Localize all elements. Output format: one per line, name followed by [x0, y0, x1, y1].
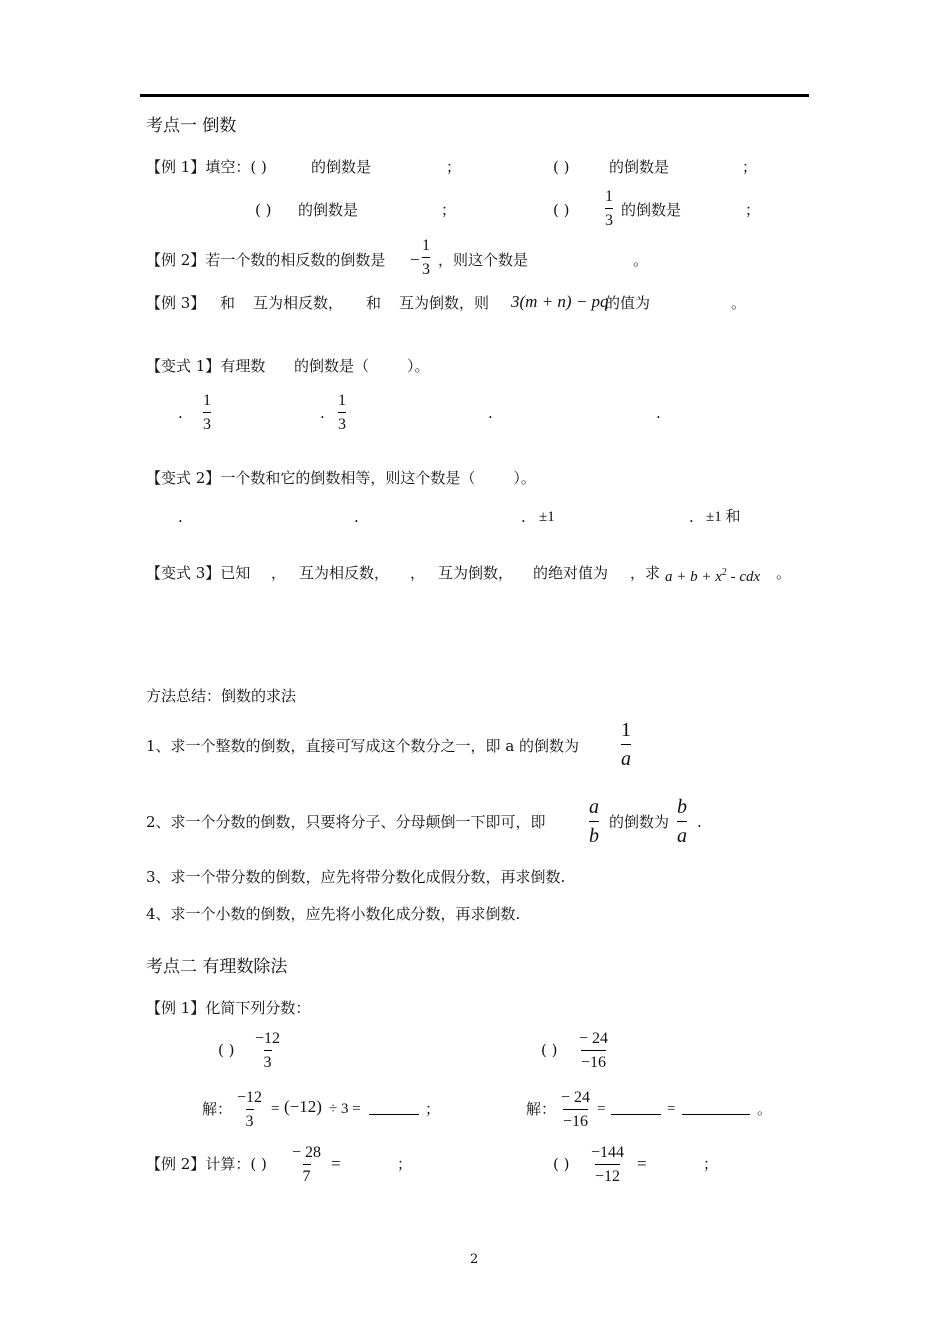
period: . — [697, 813, 702, 831]
example-1-text-4: 的倒数是 — [621, 201, 682, 219]
option-dot: . — [689, 508, 694, 526]
fraction-one-third: $\frac{1}{3}$ — [203, 392, 211, 433]
ex3-text-b: 互为相反数， — [253, 294, 344, 312]
semicolon: ； — [425, 1100, 441, 1118]
option-dot: . — [354, 508, 359, 526]
semicolon: ； — [742, 158, 758, 176]
option-dot: . — [521, 508, 526, 526]
paren: ( ) — [553, 1155, 570, 1173]
fraction-one-over-a: $\frac{1}{a}$ — [621, 719, 631, 770]
option-dot: . — [656, 404, 661, 422]
minus-sign: − — [410, 250, 420, 269]
method-item-2-mid: 的倒数为 — [609, 813, 670, 831]
method-item-4: 4、求一个小数的倒数，应先将小数化成分数，再求倒数. — [146, 905, 521, 923]
fraction-one-third: $\frac{1}{3}$ — [605, 188, 613, 229]
v3-text-g: ，求 — [630, 564, 661, 582]
example-2-tail: ，则这个数是 — [438, 251, 529, 269]
example-1-text-2: 的倒数是 — [609, 158, 670, 176]
neg-twelve-paren: (−12) — [284, 1097, 322, 1116]
option-dot: . — [488, 404, 493, 422]
fraction-neg24-over-neg16: $\frac{- 24}{-16}$ — [579, 1030, 609, 1071]
section-title-2: 考点二 有理数除法 — [146, 957, 288, 977]
paren: ( ) — [255, 201, 272, 219]
ex3-text-a: 和 — [220, 294, 236, 312]
variant-1-text: 的倒数是（ ）。 — [294, 357, 430, 375]
example-1-text-3: 的倒数是 — [298, 201, 359, 219]
equals: = — [331, 1154, 341, 1173]
s2-example-2-label: 【例 2】计算：( ) — [146, 1155, 267, 1173]
comma: ， — [410, 564, 426, 582]
semicolon: ； — [441, 201, 457, 219]
answer-blank[interactable] — [369, 1113, 419, 1115]
fraction-neg28-over-7: $\frac{- 28}{7}$ — [292, 1144, 322, 1185]
example-1-text-1: 的倒数是 — [311, 158, 372, 176]
v3-text-c: 互为相反数， — [299, 564, 390, 582]
semicolon: ； — [397, 1155, 413, 1173]
fraction-neg12-over-3: $\frac{-12}{3}$ — [255, 1030, 281, 1071]
section-title-1: 考点一 倒数 — [146, 116, 237, 136]
v3-expression: $a + b + x^2$ - cdx — [665, 567, 761, 585]
example-2-label: 【例 2】若一个数的相反数的倒数是 — [146, 251, 386, 269]
ex3-tail: 的值为 — [605, 294, 651, 312]
option-dot: . — [178, 404, 183, 422]
option-dot: . — [320, 404, 325, 422]
paren: ( ) — [553, 201, 570, 219]
fraction-one-third: $\frac{1}{3}$ — [422, 237, 430, 278]
period: 。 — [633, 251, 649, 269]
method-title: 方法总结：倒数的求法 — [146, 687, 297, 705]
solution-label: 解： — [202, 1100, 233, 1118]
method-item-2: 2、求一个分数的倒数，只要将分子、分母颠倒一下即可，即 — [146, 813, 546, 831]
semicolon: ； — [745, 201, 761, 219]
header-rule — [140, 94, 809, 97]
period: 。 — [731, 294, 747, 312]
semicolon: ； — [446, 158, 462, 176]
semicolon: ； — [703, 1155, 719, 1173]
variant-2-label: 【变式 2】一个数和它的倒数相等，则这个数是（ ）。 — [146, 469, 536, 487]
fraction-b-over-a: $\frac{b}{a}$ — [677, 796, 687, 847]
paren: ( ) — [218, 1041, 235, 1059]
variant-1-label: 【变式 1】有理数 — [146, 357, 266, 375]
solution-label: 解： — [526, 1100, 557, 1118]
fraction-neg12-over-3: $\frac{-12}{3}$ — [237, 1089, 263, 1130]
option-dot: . — [178, 508, 183, 526]
option-plus-minus-one-and: ±1 和 — [706, 509, 741, 525]
fraction-one-third: $\frac{1}{3}$ — [338, 392, 346, 433]
method-item-1: 1、求一个整数的倒数，直接可写成这个数分之一，即 a 的倒数为 — [146, 737, 580, 755]
ex3-text-c: 和 — [366, 294, 382, 312]
method-item-3: 3、求一个带分数的倒数，应先将带分数化成假分数，再求倒数. — [146, 868, 566, 886]
equals: = — [597, 1101, 606, 1117]
ex3-expression: 3(m + n) − pq — [511, 292, 609, 311]
answer-blank[interactable] — [682, 1113, 750, 1115]
example-3-label: 【例 3】 — [146, 294, 206, 312]
ex3-text-d: 互为倒数，则 — [399, 294, 490, 312]
comma: ， — [271, 564, 287, 582]
paren: ( ) — [541, 1041, 558, 1059]
period: 。 — [776, 564, 792, 582]
answer-blank[interactable] — [611, 1113, 661, 1115]
v3-text-e: 互为倒数， — [438, 564, 514, 582]
s2-example-1-label: 【例 1】化简下列分数： — [146, 999, 311, 1017]
page-number: 2 — [470, 1252, 479, 1267]
equals: = — [271, 1101, 280, 1117]
fraction-neg24-over-neg16: $\frac{- 24}{-16}$ — [561, 1089, 591, 1130]
option-plus-minus-one: ±1 — [539, 509, 555, 525]
period: 。 — [757, 1100, 773, 1118]
equals: = — [637, 1154, 647, 1173]
paren: ( ) — [553, 158, 570, 176]
equals: = — [667, 1101, 676, 1117]
divide-three: ÷ 3 = — [329, 1101, 361, 1117]
fraction-a-over-b: $\frac{a}{b}$ — [589, 796, 599, 847]
example-1-label: 【例 1】填空：( ) — [146, 158, 267, 176]
v3-text-f: 的绝对值为 — [533, 564, 609, 582]
variant-3-label: 【变式 3】已知 — [146, 564, 251, 582]
fraction-neg144-over-neg12: $\frac{-144}{-12}$ — [591, 1144, 625, 1185]
